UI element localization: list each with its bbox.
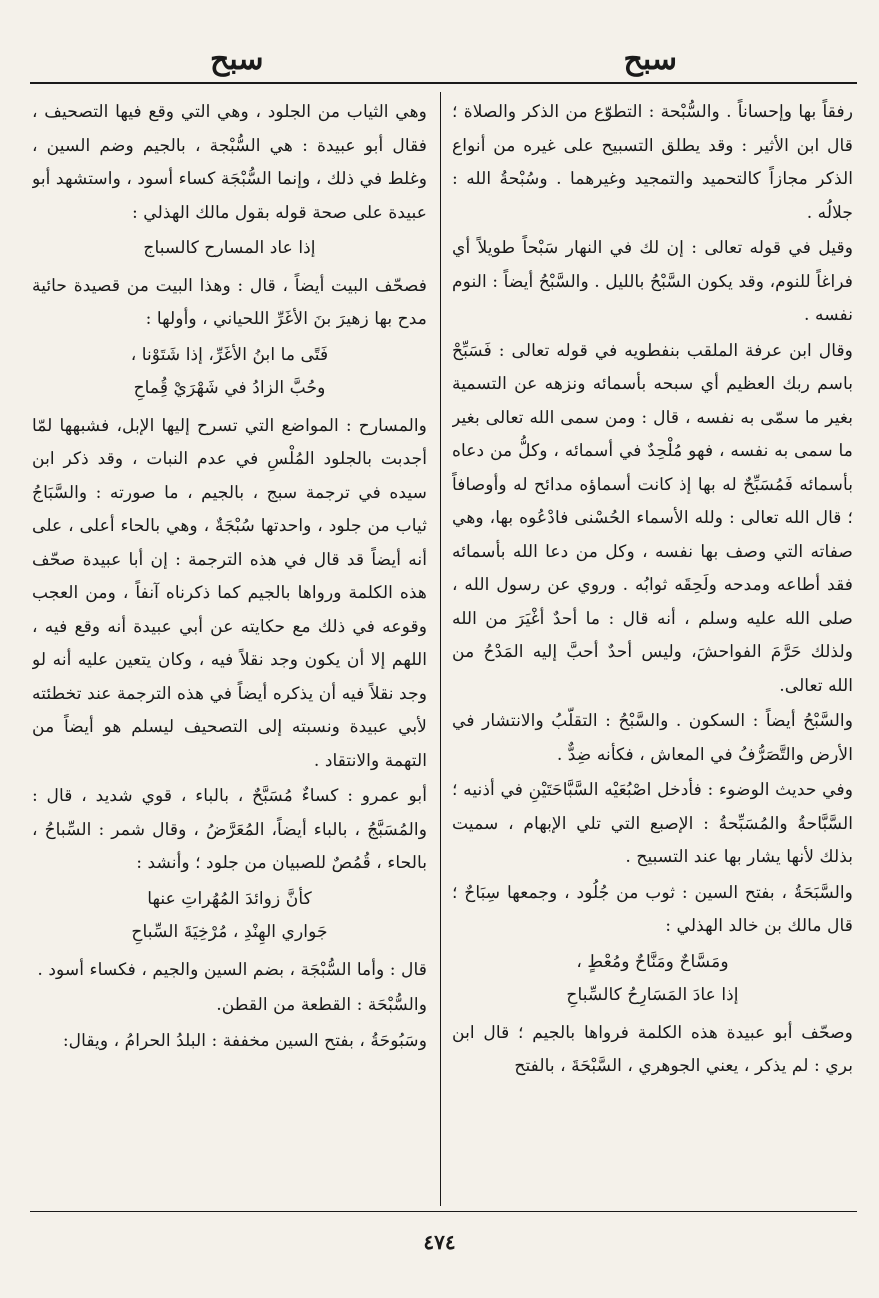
paragraph: والسُّبْحَة : القطعة من القطن.: [216, 995, 427, 1015]
paragraph: أبو عمرو : كساءٌ مُسَبَّحٌ ، بالباء ، قوي شديد ، قال : والمُسَبَّجُ ، بالباء أيضاً، المُعَرَّضُ ، وقال شمر : السِّباحُ ، بالحاء ، قُمُصٌ للصبيان من جلود ؛ وأنشد :: [32, 786, 427, 873]
paragraph: وسَبُوحَةُ ، بفتح السين مخففة : البلدُ الحرامُ ، ويقال:: [62, 1030, 427, 1051]
footer-rule: [30, 1211, 857, 1212]
paragraph: والمسارح : المواضع التي تسرح إليها الإبل، فشبهها لمّا أجدبت بالجلود المُلْسِ في عدم النبات ، وقد ذكر ابن سيده في ترجمة سبج ، بالجيم ، ما صورته : والسَّبَاجُ ثياب من جلود ، واحدتها سُبْجَةٌ ، وهي بالحاء أعلى ، على أنه أيضاً قد قال في هذه الترجمة : إن أبا عبيدة صحّف هذه الكلمة ورواها بالجيم كما ذكرناه آنفاً ، ومن العجب وقوعه في ذلك مع حكايته عن أبي عبيدة أنه وقع فيه ، اللهم إلا أن يكون وجد نقلاً فيه ، وكان يتعين عليه أنه لو وجد نقلاً فيه أن يذكره أيضاً في هذه الترجمة عند تخطئته لأبي عبيدة ونسبته إلى التصحيف ليسلم هو أيضاً من التهمة والانتقاد .: [32, 415, 427, 771]
page-number: ٤٧٤: [423, 1230, 456, 1254]
paragraph: والسَّبْحُ أيضاً : السكون . والسَّبْحُ : التقلّبُ والانتشار في الأرض والتَّصَرُّفُ في المعاش ، فكأنه ضِدٌّ .: [452, 711, 853, 765]
verse-line: إذا عادَ المَسَارِحُ كالسِّباحِ: [566, 985, 739, 1005]
header-rule: [30, 82, 857, 84]
poetry-verse: [32, 339, 427, 406]
header-right-title: سبح: [623, 42, 678, 77]
paragraph: وقيل في قوله تعالى : إن لك في النهار سَبْحاً طويلاً أي فراغاً للنوم، وقد يكون السَّبْحُ بالليل . والسَّبْحُ أيضاً : النوم نفسه .: [452, 238, 853, 325]
verse-line: فَتًى ما ابنُ الأغَرِّ، إذا شَتَوْنا ،: [130, 344, 329, 365]
paragraph: وفي حديث الوضوء : فأدخل اصْبُعَيْه السَّبَّاحَتَيْنِ في أذنيه ؛ السَّبَّاحةُ والمُسَبِّحةُ : الإصبع التي تلي الإبهام ، سميت بذلك لأنها يشار بها عند التسبيح .: [452, 780, 853, 867]
page-header: [30, 38, 857, 82]
poetry-verse: [32, 883, 427, 950]
poetry-verse: [452, 946, 853, 1013]
verse-line: وحُبَّ الزادُ في شَهْرَيْ قُِماحِ: [133, 378, 326, 398]
paragraph: رفقاً بها وإحساناً . والسُّبْحة : التطوّع من الذكر والصلاة ؛ قال ابن الأثير : وقد يطلق التسبيح على غيره من أنواع الذكر مجازاً كالتحميد والتمجيد وغيرهما . وسُبْحةُ الله : جلالُه .: [452, 102, 853, 223]
paragraph: وصحّف أبو عبيدة هذه الكلمة فرواها بالجيم ؛ قال ابن بري : لم يذكر ، يعني الجوهري ، السَّبْحَةَ ، بالفتح: [452, 1022, 853, 1076]
verse-line: جَواري الهِنْدِ ، مُرْخِيَةَ السِّباحِ: [131, 922, 328, 942]
paragraph: قال : وأما السُّبْجَة ، بضم السين والجيم ، فكساء أسود .: [37, 959, 427, 980]
verse-line: كأنَّ زوائدَ المُهُراتِ عنها: [147, 888, 312, 909]
paragraph: والسَّبَحَةُ ، بفتح السين : ثوب من جُلُود ، وجمعها سِبَاحٌ ؛ قال مالك بن خالد الهذلي :: [452, 882, 853, 936]
left-column: [32, 96, 427, 1208]
paragraph: وقال ابن عرفة الملقب بنفطويه في قوله تعالى : فَسَبِّحْ باسم ربك العظيم أي سبحه بأسمائه ونزهه عن التسمية بغير ما سمّى به نفسه ، قال : ومن سمى الله تعالى بغير ما سمى به نفسه ، فهو مُلْحِدٌ في أسمائه ، وكلُّ من دعاه بأسمائه فَمُسَبِّحٌ له بها إذ كانت أسماؤه مدائح له وأوصافاً ؛ قال الله تعالى : ولله الأسماء الحُسْنى فادْعُوه بها، وهي صفاته التي وصف بها نفسه ، وكل من دعا الله بأسمائه فقد أطاعه ومدحه ولَحِقَه ثوابُه . وروي عن رسول الله ، صلى الله عليه وسلم ، أنه قال : ما أحدٌ أغْيَرَ من الله ولذلك حَرَّمَ الفواحشَ، وليس أحدٌ أحبَّ إليه المَدْحُ من الله تعالى.: [452, 340, 853, 696]
column-divider: [440, 92, 441, 1206]
paragraph: وهي الثياب من الجلود ، وهي التي وقع فيها التصحيف ، فقال أبو عبيدة : هي السُّبْجة ، بالجيم وضم السين ، وغلط في ذلك ، وإنما السُّبْجَة كساء أسود ، واستشهد أبو عبيدة على صحة قوله بقول مالك الهذلي :: [32, 102, 427, 223]
poetry-verse: [32, 232, 427, 266]
header-left-title: سبح: [209, 42, 264, 77]
verse-line: ومَسَّاحٌ ومَنَّاحٌ ومُعْطٍ ،: [576, 951, 729, 972]
right-column: [452, 96, 853, 1208]
verse-line: إذا عاد المسارح كالسباج: [143, 238, 316, 258]
paragraph: فصحّف البيت أيضاً ، قال : وهذا البيت من قصيدة حائية مدح بها زهيرَ بنَ الأغَرِّ اللحياني ، وأولها :: [32, 275, 427, 329]
